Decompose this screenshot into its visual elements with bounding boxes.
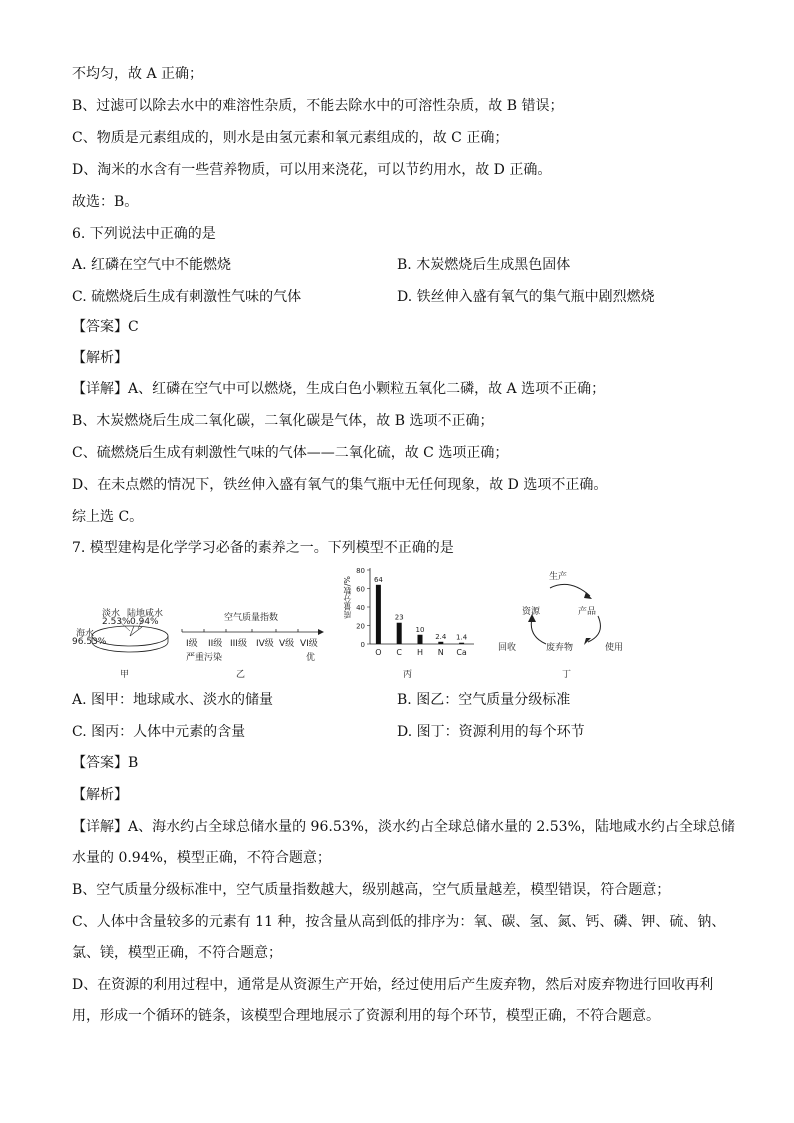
jia-label: 96.53% — [72, 637, 107, 647]
aqi-level: III级 — [230, 639, 247, 649]
q7-answer: 【答案】B — [72, 755, 139, 771]
cycle-label: 回收 — [498, 643, 517, 653]
chart-ylabel: 质量分数/% — [343, 576, 352, 619]
q7-detail: 氯、镁，模型正确，不符合题意； — [72, 945, 282, 961]
aqi-title: 空气质量指数 — [224, 613, 279, 623]
jia-label: 淡水 — [102, 609, 121, 619]
aqi-left-label: 严重污染 — [186, 653, 223, 663]
bar-N — [438, 642, 443, 644]
cycle-label: 废弃物 — [546, 643, 574, 653]
jia-label: 0.94% — [130, 617, 159, 627]
q7-option-d: D. 图丁：资源利用的每个环节 — [397, 724, 585, 740]
q7-detail: 用，形成一个循环的链条，该模型合理地展示了资源利用的每个环节，模型正确，不符合题意。 — [72, 1008, 660, 1024]
q7-analysis-heading: 【解析】 — [72, 787, 128, 803]
q6-option-a: A. 红磷在空气中不能燃烧 — [72, 257, 232, 273]
aqi-right-label: 优 — [306, 653, 316, 663]
q6-detail: C、硫燃烧后生成有刺激性气味的气体——二氧化硫，故 C 选项正确； — [72, 445, 509, 461]
bar-value-label: 2.4 — [435, 632, 447, 641]
q7-option-b: B. 图乙：空气质量分级标准 — [397, 692, 571, 708]
aqi-level: V级 — [279, 639, 295, 649]
bar-O — [376, 585, 381, 644]
aqi-level: IV级 — [256, 639, 274, 649]
y-tick-label: 0 — [360, 641, 365, 649]
y-tick-label: 60 — [356, 585, 365, 594]
jia-label: 2.53% — [102, 617, 131, 627]
aqi-level: II级 — [208, 639, 223, 649]
text-line: D、淘米的水含有一些营养物质，可以用来浇花，可以节约用水，故 D 正确。 — [72, 162, 552, 178]
y-tick-label: 40 — [356, 604, 365, 612]
figure-ding-caption: 丁 — [562, 670, 572, 680]
bar-value-label: 10 — [415, 625, 425, 634]
x-tick-label: N — [437, 648, 444, 657]
figure-yi-caption: 乙 — [236, 670, 246, 680]
bar-Ca — [459, 643, 464, 644]
q7-detail: B、空气质量分级标准中，空气质量指数越大，级别越高，空气质量越差，模型错误，符合题意； — [72, 882, 671, 898]
q6-detail: B、木炭燃烧后生成二氧化碳，二氧化碳是气体，故 B 选项不正确； — [72, 413, 494, 429]
text-line: 不均匀，故 A 正确； — [72, 66, 204, 82]
bar-value-label: 64 — [373, 575, 383, 584]
cycle-label: 产品 — [578, 607, 597, 617]
figure-bing-caption: 丙 — [403, 670, 413, 680]
x-tick-label: C — [396, 648, 402, 657]
cycle-label: 使用 — [605, 643, 624, 653]
q6-answer: 【答案】C — [72, 319, 139, 335]
q6-detail: 综上选 C。 — [72, 509, 144, 525]
text-line: C、物质是元素组成的，则水是由氢元素和氧元素组成的，故 C 正确； — [72, 130, 509, 146]
q7-detail: C、人体中含量较多的元素有 11 种，按含量从高到低的排序为：氧、碳、氢、氮、钙、磷、钾、硫、钠、 — [72, 914, 726, 930]
question-6-stem: 6. 下列说法中正确的是 — [72, 226, 216, 242]
q7-detail: 水量的 0.94%，模型正确，不符合题意； — [72, 850, 331, 866]
y-tick-label: 20 — [356, 622, 365, 631]
bar-value-label: 23 — [394, 613, 404, 622]
question-7-stem: 7. 模型建构是化学学习必备的素养之一。下列模型不正确的是 — [72, 540, 454, 556]
q7-option-a: A. 图甲：地球咸水、淡水的储量 — [72, 692, 274, 708]
q6-detail: D、在未点燃的情况下，铁丝伸入盛有氧气的集气瓶中无任何现象，故 D 选项不正确。 — [72, 477, 608, 493]
cycle-label: 资源 — [522, 607, 541, 617]
q7-detail: D、在资源的利用过程中，通常是从资源生产开始，经过使用后产生废弃物，然后对废弃物进行回收再利 — [72, 977, 714, 993]
figure-bing — [340, 560, 480, 670]
x-tick-label: H — [416, 648, 424, 657]
q7-option-c: C. 图丙：人体中元素的含量 — [72, 724, 246, 740]
q6-option-b: B. 木炭燃烧后生成黑色固体 — [397, 257, 571, 273]
q6-option-c: C. 硫燃烧后生成有刺激性气味的气体 — [72, 289, 302, 305]
q6-analysis-heading: 【解析】 — [72, 350, 128, 366]
element-content-bar-chart — [340, 560, 480, 664]
jia-label: 陆地咸水 — [127, 609, 164, 619]
q6-detail: 【详解】A、红磷在空气中可以燃烧，生成白色小颗粒五氧化二磷，故 A 选项不正确； — [72, 381, 606, 397]
jia-label: 海水 — [76, 629, 95, 639]
bar-C — [397, 623, 402, 644]
aqi-level: I级 — [186, 639, 198, 649]
text-line: B、过滤可以除去水中的难溶性杂质，不能去除水中的可溶性杂质，故 B 错误； — [72, 98, 564, 114]
q7-detail: 【详解】A、海水约占全球总储水量的 96.53%，淡水约占全球总储水量的 2.53%，陆地咸水约占全球总储 — [72, 819, 735, 835]
x-tick-label: Ca — [456, 648, 467, 657]
aqi-level: VI级 — [300, 639, 318, 649]
cycle-label: 生产 — [549, 572, 568, 582]
bar-value-label: 1.4 — [456, 633, 468, 642]
figure-jia-caption: 甲 — [120, 670, 130, 680]
text-line: 故选：B。 — [72, 194, 139, 210]
y-tick-label: 80 — [356, 567, 365, 575]
q6-option-d: D. 铁丝伸入盛有氧气的集气瓶中剧烈燃烧 — [397, 289, 655, 305]
x-tick-label: O — [375, 648, 382, 657]
bar-H — [418, 635, 423, 644]
